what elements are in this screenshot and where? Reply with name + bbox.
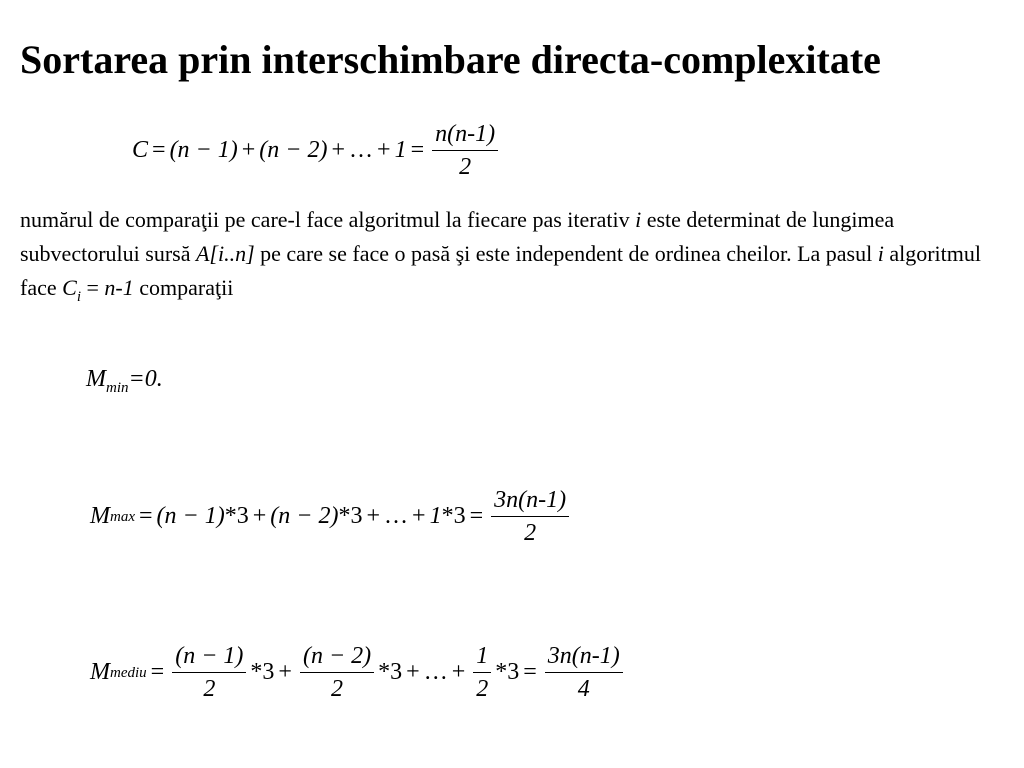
- para-ci-subscript: i: [76, 289, 81, 305]
- para-var-i: i: [635, 207, 642, 232]
- mmed-fraction-1: [172, 643, 246, 703]
- eq-c-plus-2: +: [331, 137, 346, 164]
- eq-c-ellipsis: …: [349, 137, 374, 164]
- para-var-i-2: i: [877, 241, 884, 266]
- para-expr: n-1: [104, 275, 134, 300]
- mmed-plus-2: +: [406, 659, 420, 686]
- para-text-2: este determinat de lungimea subvectorului sursă: [20, 207, 895, 266]
- mmed-equals-2: =: [523, 659, 537, 686]
- mmed-plus-3: +: [451, 659, 466, 686]
- para-text-5: comparaţii: [133, 275, 234, 300]
- eq-c-lhs: C: [132, 137, 149, 164]
- para-subarray: A[i..n]: [195, 241, 255, 266]
- para-ci: C: [62, 275, 77, 300]
- mmax-plus-3: +: [412, 503, 426, 530]
- mmax-mult-1: *3: [224, 503, 249, 530]
- mmed-result-denominator: 4: [577, 676, 590, 703]
- eq-c-term-3: 1: [394, 137, 407, 164]
- description-paragraph: [20, 203, 1010, 305]
- mmed-m: M: [90, 659, 110, 686]
- mmax-m: M: [90, 503, 110, 530]
- mmin-value: =0.: [128, 366, 163, 392]
- mmax-term-2: (n − 2): [270, 503, 339, 530]
- eq-c-fraction: [432, 121, 498, 181]
- eq-c-numerator: n(n-1): [432, 121, 498, 151]
- mmax-equals: =: [139, 503, 153, 530]
- mmax-plus-2: +: [366, 503, 381, 530]
- mmed-mult-1: *3: [250, 659, 275, 686]
- mmax-term-1: (n − 1): [156, 503, 225, 530]
- mmed-f1-numerator: (n − 1): [172, 643, 246, 673]
- eq-c-denominator: 2: [459, 154, 472, 181]
- mmax-mult-2: *3: [338, 503, 363, 530]
- mmed-f1-denominator: 2: [203, 676, 216, 703]
- equation-mmax: M max = (n − 1) *3 + (n − 2) *3 + … + 1 *3 = $\frac{3n(n-1)}{2}$: [90, 487, 573, 547]
- mmax-term-3: 1: [429, 503, 442, 530]
- mmed-ellipsis: …: [423, 659, 448, 686]
- equation-mmediu: M mediu = $\frac{(n - 1)}{2}$ *3 + $\frac{(n - 2)}{2}$ *3 + … + $\frac{1}{2}$ *3 = $\frac{3n(n-1)}{4}$: [90, 643, 627, 703]
- mmed-fraction-result: [545, 643, 623, 703]
- equation-c: [132, 121, 502, 181]
- mmax-numerator: 3n(n-1): [491, 487, 569, 517]
- para-text-1: numărul de comparaţii pe care-l face algoritmul la fiecare pas iterativ: [20, 207, 636, 232]
- eq-c-plus-1: +: [241, 137, 256, 164]
- mmed-f3-numerator: 1: [473, 643, 491, 673]
- mmax-plus-1: +: [252, 503, 267, 530]
- mmed-fraction-2: [300, 643, 374, 703]
- eq-c-equals-2: =: [410, 137, 425, 164]
- mmax-mult-3: *3: [441, 503, 466, 530]
- mmed-fraction-3: [473, 643, 491, 703]
- para-equals: =: [80, 275, 105, 300]
- mmax-denominator: 2: [524, 520, 537, 547]
- equation-mmin: [86, 366, 163, 396]
- eq-c-equals: =: [152, 137, 166, 164]
- mmed-f2-denominator: 2: [331, 676, 344, 703]
- mmin-m: M: [86, 366, 106, 392]
- mmed-mult-3: *3: [495, 659, 520, 686]
- mmed-f3-denominator: 2: [476, 676, 489, 703]
- mmax-equals-2: =: [469, 503, 484, 530]
- para-text-3: pe care se face o pasă şi este independent de ordinea cheilor. La pasul: [254, 241, 878, 266]
- para-text-4: algoritmul face: [20, 241, 981, 300]
- mmed-f2-numerator: (n − 2): [300, 643, 374, 673]
- mmed-mult-2: *3: [378, 659, 403, 686]
- mmax-fraction: [491, 487, 569, 547]
- slide-title: Sortarea prin interschimbare directa-complexitate: [20, 37, 881, 82]
- mmin-subscript: min: [106, 380, 129, 396]
- eq-c-plus-3: +: [377, 137, 391, 164]
- mmed-result-numerator: 3n(n-1): [545, 643, 623, 673]
- eq-c-term-1: (n − 1): [169, 137, 238, 164]
- eq-c-term-2: (n − 2): [259, 137, 328, 164]
- mmed-plus-1: +: [278, 659, 292, 686]
- mmax-ellipsis: …: [384, 503, 409, 530]
- mmed-equals: =: [150, 659, 165, 686]
